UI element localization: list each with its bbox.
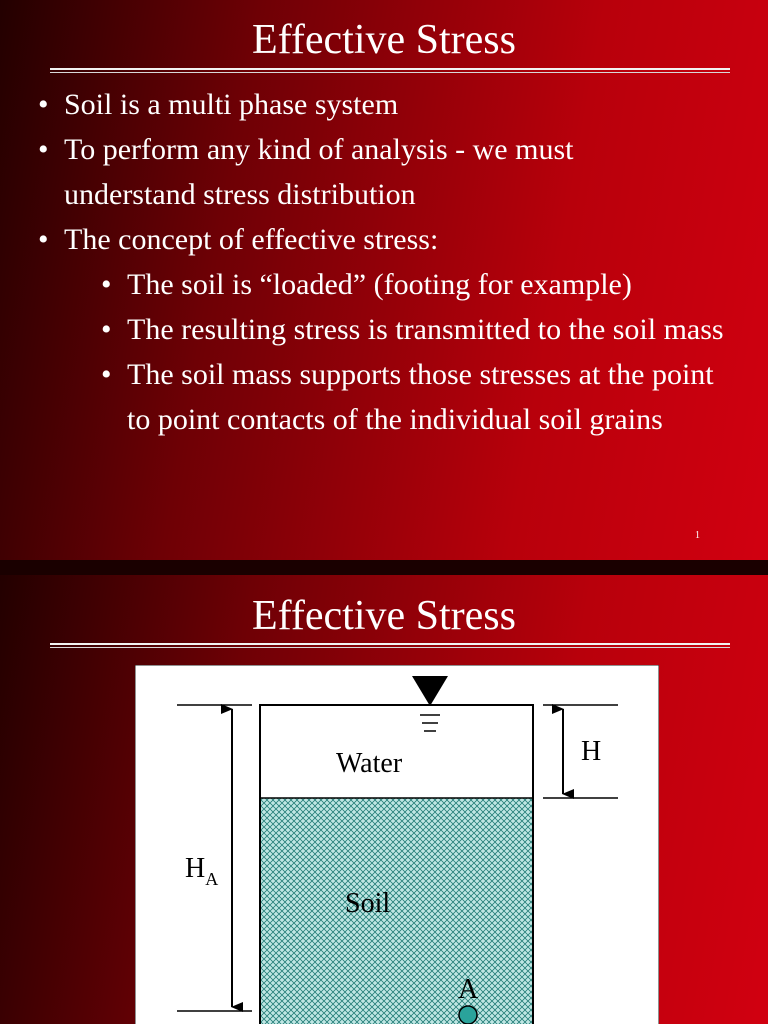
slide-2: [0, 575, 768, 1024]
bullet-text: Soil is a multi phase system: [64, 88, 399, 121]
bullet-text: The resulting stress is transmitted to the soil mass: [127, 313, 724, 346]
bullet-marker: •: [101, 268, 112, 301]
bullet-item: [0, 352, 727, 442]
bullet-marker: •: [101, 313, 112, 346]
title-divider: [50, 68, 730, 73]
bullet-marker: •: [38, 133, 49, 166]
bullet-text: The soil is “loaded” (footing for example): [127, 268, 632, 301]
soil-layer: [260, 798, 533, 1024]
h-label: H: [581, 736, 602, 767]
title-divider: [50, 643, 730, 648]
ha-label-subscript: A: [205, 869, 219, 889]
bullet-item: [0, 82, 704, 127]
point-a-marker: [459, 1006, 477, 1024]
soil-column-diagram: [135, 665, 659, 1024]
slide-title: Effective Stress: [252, 593, 516, 639]
bullet-item: [0, 262, 727, 307]
page-number: 1: [695, 530, 700, 541]
bullet-text: The soil mass supports those stresses at the point to point contacts of the individual soil grains: [127, 358, 714, 436]
bullet-list: [0, 82, 768, 442]
bullet-text: The concept of effective stress:: [64, 223, 439, 256]
bullet-item: [0, 127, 704, 217]
water-label: Water: [336, 748, 403, 779]
slide-title: Effective Stress: [252, 17, 516, 63]
bullet-text: To perform any kind of analysis - we must understand stress distribution: [64, 133, 574, 211]
point-a-label: A: [458, 974, 479, 1005]
bullet-marker: •: [101, 358, 112, 391]
soil-label: Soil: [345, 888, 391, 919]
ha-label-main: H: [185, 853, 206, 884]
bullet-marker: •: [38, 223, 49, 256]
bullet-item: [0, 217, 704, 262]
bullet-marker: •: [38, 88, 49, 121]
bullet-item: [0, 307, 727, 352]
